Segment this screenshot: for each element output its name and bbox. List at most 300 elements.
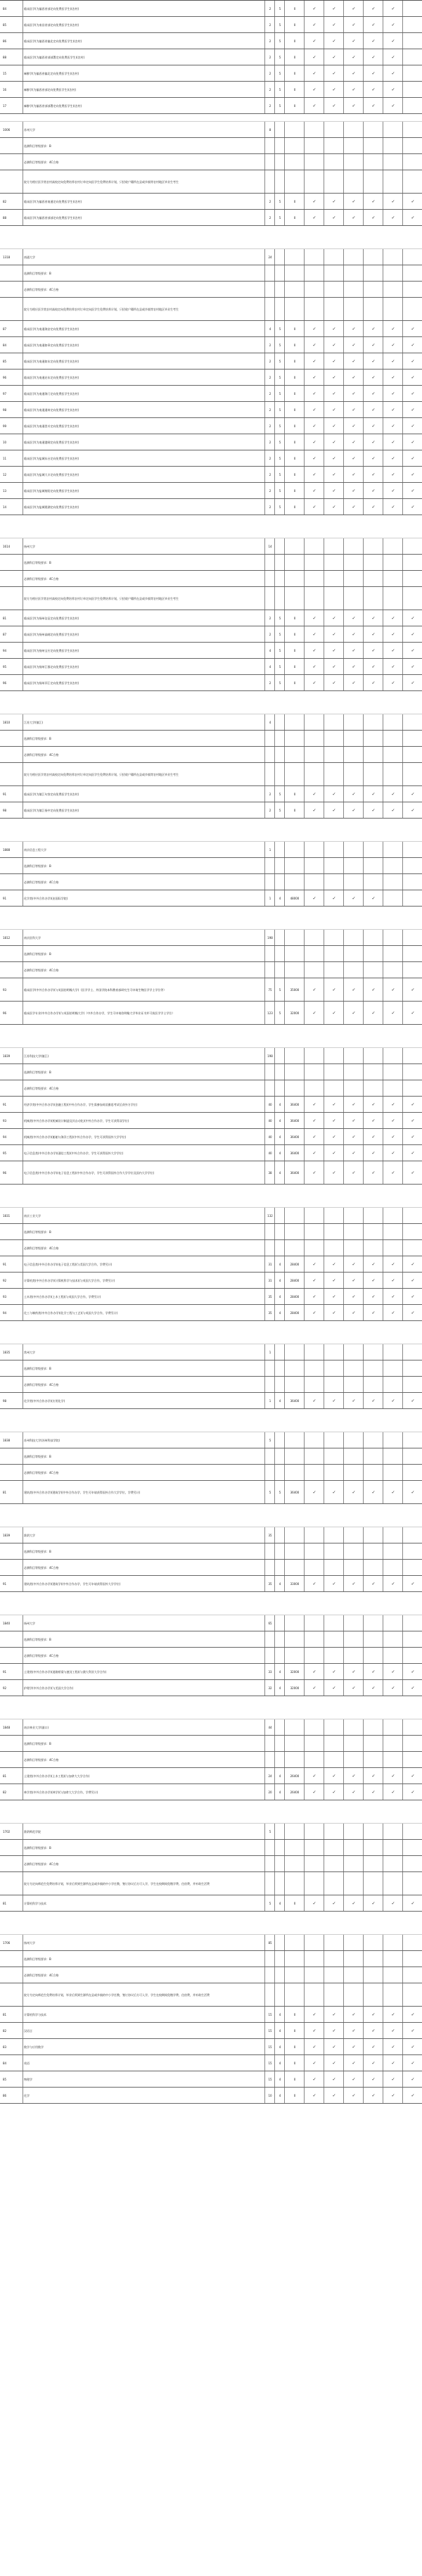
plan-count-cell <box>266 402 274 417</box>
subject-check-cell <box>325 675 343 690</box>
plan-count-cell-text: 8 <box>269 127 271 132</box>
check-icon: ✓ <box>312 1134 316 1139</box>
column-divider <box>284 1872 285 1895</box>
table-row <box>0 450 422 467</box>
subject-check-cell <box>305 890 324 906</box>
subject-check-cell <box>325 1048 343 1063</box>
check-icon: ✓ <box>312 895 316 901</box>
column-divider <box>343 1289 344 1304</box>
table-row <box>0 1576 422 1592</box>
column-divider <box>343 1895 344 1911</box>
subject-check-cell <box>305 1615 324 1631</box>
subject-check-cell <box>384 434 402 450</box>
subject-check-cell <box>325 1 343 16</box>
column-divider <box>402 2055 403 2071</box>
name-cell-text: 林学类(中外合作办学)(林学)(与加拿大大学合作，学费另计) <box>24 1790 98 1794</box>
column-divider <box>402 1872 403 1895</box>
code-cell <box>0 1273 23 1288</box>
subject-check-cell <box>404 675 422 690</box>
subject-check-cell <box>305 571 324 586</box>
subject-check-cell <box>364 321 383 336</box>
column-divider <box>343 370 344 385</box>
check-icon: ✓ <box>352 87 356 92</box>
column-divider <box>304 1856 305 1871</box>
plan-count-cell <box>266 659 274 674</box>
check-icon: ✓ <box>312 1277 316 1283</box>
years-cell <box>276 1935 284 1950</box>
check-icon: ✓ <box>332 1398 336 1403</box>
column-divider <box>304 643 305 658</box>
subject-check-cell <box>404 626 422 642</box>
column-divider <box>274 1543 275 1559</box>
column-divider <box>343 1648 344 1663</box>
column-divider <box>284 587 285 610</box>
name-cell <box>24 298 266 320</box>
name-cell <box>24 962 266 978</box>
name-cell-text: 麻醉学(为偏西省部定向免费医学生)(农村) <box>24 87 77 91</box>
name-cell <box>24 1784 266 1800</box>
name-cell-text: 电子信息类(中外合作办学)(电子信息工程)(中外合作办学，学生可获得国外合作大学学位及国内大学学位) <box>24 1170 155 1175</box>
column-divider <box>363 1576 364 1591</box>
years-cell <box>276 337 284 353</box>
check-icon: ✓ <box>371 326 376 332</box>
years-cell-text: 5 <box>279 103 281 108</box>
subject-check-cell <box>345 2055 363 2071</box>
check-icon: ✓ <box>371 6 376 11</box>
subject-check-cell <box>345 858 363 873</box>
column-divider <box>363 1129 364 1144</box>
column-divider <box>304 1680 305 1696</box>
check-icon: ✓ <box>312 472 316 477</box>
name-cell <box>24 1224 266 1239</box>
column-divider <box>343 1080 344 1096</box>
column-divider <box>363 1631 364 1647</box>
column-divider <box>363 1951 364 1966</box>
column-divider <box>284 1664 285 1679</box>
name-cell <box>24 434 266 450</box>
tuition-cell <box>286 1543 304 1559</box>
name-cell <box>24 2071 266 2087</box>
check-icon: ✓ <box>371 70 376 76</box>
subject-check-cell <box>364 675 383 690</box>
name-cell <box>24 483 266 498</box>
check-icon: ✓ <box>391 455 395 461</box>
subject-check-cell <box>384 1002 402 1024</box>
code-cell <box>0 170 23 193</box>
check-icon: ✓ <box>352 2028 356 2033</box>
column-divider <box>274 675 275 690</box>
subject-check-cell <box>345 1305 363 1320</box>
plan-count-cell-text: 1 <box>269 1350 271 1354</box>
plan-count-cell-text: 15 <box>268 2061 272 2065</box>
column-divider <box>363 890 364 906</box>
subject-check-cell <box>384 1856 402 1871</box>
column-divider <box>304 370 305 385</box>
name-cell-text: 必测科目等级要求：4C合格 <box>24 1246 59 1250</box>
name-cell-text: 化学类(中外合作办学)(由国际学院) <box>24 896 68 900</box>
check-icon: ✓ <box>391 1685 395 1691</box>
subject-check-cell <box>404 1840 422 1855</box>
subject-check-cell <box>404 946 422 961</box>
years-cell <box>276 1 284 16</box>
check-icon: ✓ <box>371 1789 376 1795</box>
column-divider <box>274 210 275 225</box>
subject-check-cell <box>364 858 383 873</box>
name-cell-text: 院方为相应医学类农村高校定向免费培养农村订单定向医学生免费培养计划，只招收户籍所在县或乡镇等农村地区毕业生考生 <box>24 179 179 184</box>
column-divider <box>363 2088 364 2103</box>
column-divider <box>363 1 364 16</box>
name-cell <box>24 731 266 746</box>
name-cell-text: 土木类(中外合作办学)(土木工程)(与英国大学合作，学费另计) <box>24 1294 101 1299</box>
name-cell <box>24 1360 266 1376</box>
subject-check-cell <box>404 499 422 514</box>
subject-check-cell <box>364 499 383 514</box>
subject-check-cell <box>364 450 383 466</box>
subject-check-cell <box>325 98 343 113</box>
table-row <box>0 1872 422 1895</box>
code-cell-text: 1614 <box>3 544 11 548</box>
subject-check-cell <box>364 1768 383 1783</box>
years-cell <box>276 1840 284 1855</box>
column-divider <box>363 194 364 209</box>
years-cell <box>276 2007 284 2022</box>
check-icon: ✓ <box>352 1277 356 1283</box>
years-cell <box>276 1048 284 1063</box>
column-divider <box>284 434 285 450</box>
column-divider <box>284 1240 285 1256</box>
tuition-cell <box>286 1719 304 1735</box>
column-divider <box>304 786 305 802</box>
subject-check-cell <box>404 298 422 320</box>
check-icon: ✓ <box>411 407 415 412</box>
name-cell <box>24 122 266 137</box>
years-cell <box>276 467 284 482</box>
subject-check-cell <box>384 858 402 873</box>
column-divider <box>274 2055 275 2071</box>
column-divider <box>284 483 285 498</box>
code-cell-text: 84 <box>3 2061 7 2065</box>
check-icon: ✓ <box>332 374 336 380</box>
column-divider <box>363 946 364 961</box>
column-divider <box>343 858 344 873</box>
years-cell <box>276 1481 284 1503</box>
subject-check-cell <box>345 1448 363 1464</box>
table-row <box>0 1360 422 1377</box>
column-divider <box>343 1856 344 1871</box>
column-divider <box>363 1064 364 1080</box>
column-divider <box>284 946 285 961</box>
table-row <box>0 643 422 659</box>
column-divider <box>284 1305 285 1320</box>
subject-check-cell <box>384 194 402 209</box>
column-divider <box>304 1064 305 1080</box>
subject-check-cell <box>305 2088 324 2103</box>
tuition-cell-text: 0 <box>293 664 296 669</box>
name-cell-text: 护理学(中外合作办学)(与美国大学合作) <box>24 1686 74 1690</box>
subject-check-cell <box>325 402 343 417</box>
column-divider <box>284 2007 285 2022</box>
tuition-cell-text: 36400 <box>290 1135 300 1139</box>
name-cell-text: 计算机类(中外合作办学)(计算机科学与技术)(与英国大学合作，学费另计) <box>24 1278 115 1282</box>
column-divider <box>274 49 275 65</box>
check-icon: ✓ <box>391 1489 395 1495</box>
code-cell <box>0 402 23 417</box>
subject-check-cell <box>364 483 383 498</box>
subject-check-cell <box>345 1064 363 1080</box>
column-divider <box>363 2071 364 2087</box>
subject-check-cell <box>384 587 402 610</box>
subject-check-cell <box>404 402 422 417</box>
column-divider <box>363 2023 364 2038</box>
column-divider <box>284 1560 285 1575</box>
table-row <box>0 1240 422 1256</box>
subject-check-cell <box>345 154 363 170</box>
subject-check-cell <box>364 1719 383 1735</box>
column-divider <box>284 1224 285 1239</box>
table-row <box>0 1840 422 1856</box>
code-cell-text: 96 <box>3 1170 7 1175</box>
check-icon: ✓ <box>332 615 336 621</box>
tuition-cell-text: 36400 <box>290 1170 300 1175</box>
plan-count-cell-text: 2 <box>269 632 271 636</box>
subject-check-cell <box>305 1872 324 1895</box>
subject-check-cell <box>364 1527 383 1543</box>
check-icon: ✓ <box>332 407 336 412</box>
subject-check-cell <box>404 1752 422 1767</box>
column-divider <box>402 1393 403 1408</box>
check-icon: ✓ <box>312 615 316 621</box>
code-cell-text: 96 <box>3 375 7 379</box>
check-icon: ✓ <box>352 504 356 510</box>
table-row <box>0 555 422 571</box>
name-cell <box>24 2039 266 2054</box>
subject-check-cell <box>305 1752 324 1767</box>
years-cell <box>276 1393 284 1408</box>
column-divider <box>402 763 403 785</box>
plan-count-cell <box>266 1273 274 1288</box>
code-cell <box>0 1736 23 1751</box>
subject-check-cell <box>305 1951 324 1966</box>
subject-check-cell <box>364 714 383 730</box>
subject-check-cell <box>364 626 383 642</box>
column-divider <box>304 610 305 626</box>
column-divider <box>343 538 344 554</box>
name-cell <box>24 675 266 690</box>
column-divider <box>284 858 285 873</box>
subject-check-cell <box>404 467 422 482</box>
column-divider <box>274 587 275 610</box>
code-cell <box>0 1224 23 1239</box>
subject-check-cell <box>345 626 363 642</box>
column-divider <box>274 1360 275 1376</box>
name-cell-text: 院方为相应医学类农村高校定向免费培养农村订单定向医学生免费培养计划，只招收户籍所在县或乡镇等农村地区毕业生考生 <box>24 772 179 776</box>
table-row <box>0 49 422 65</box>
plan-count-cell-text: 5 <box>269 1901 271 1905</box>
tuition-cell <box>286 786 304 802</box>
school-header-row <box>0 714 422 731</box>
column-divider <box>284 282 285 297</box>
tuition-cell <box>286 659 304 674</box>
years-cell <box>276 33 284 49</box>
years-cell <box>276 763 284 785</box>
subject-check-cell <box>364 2039 383 2054</box>
check-icon: ✓ <box>371 391 376 396</box>
subject-check-cell <box>404 1951 422 1966</box>
subject-check-cell <box>305 538 324 554</box>
subject-check-cell <box>345 1289 363 1304</box>
subject-check-cell <box>345 930 363 945</box>
code-cell <box>0 675 23 690</box>
table-row <box>0 1752 422 1768</box>
years-cell-text: 5 <box>279 408 281 412</box>
column-divider <box>304 1145 305 1161</box>
years-cell <box>276 1113 284 1128</box>
name-cell-text: 必测科目等级要求：4C合格 <box>24 880 59 884</box>
name-cell <box>24 1145 266 1161</box>
column-divider <box>284 98 285 113</box>
column-divider <box>402 370 403 385</box>
name-cell-text: 临床医学(为南昌省部定向免费医学生)(农村) <box>24 23 79 27</box>
subject-check-cell <box>364 610 383 626</box>
years-cell <box>276 321 284 336</box>
code-cell <box>0 1631 23 1647</box>
column-divider <box>304 2023 305 2038</box>
subject-check-cell <box>364 1736 383 1751</box>
name-cell-text: 机械类(中外合作办学)(机械设计制造及其自动化)(中外合作办学，学生可获得双学位) <box>24 1118 129 1123</box>
subject-check-cell <box>305 194 324 209</box>
name-cell-text: 淮阴师范学院 <box>24 1829 41 1833</box>
subject-check-cell <box>305 587 324 610</box>
column-divider <box>402 1527 403 1543</box>
subject-check-cell <box>384 122 402 137</box>
column-divider <box>274 555 275 570</box>
column-divider <box>284 298 285 320</box>
school-header-row <box>0 1344 422 1360</box>
years-cell <box>276 1648 284 1663</box>
subject-check-cell <box>404 2007 422 2022</box>
plan-count-cell <box>266 1872 274 1895</box>
subject-check-cell <box>384 1664 402 1679</box>
column-divider <box>284 763 285 785</box>
table-row <box>0 467 422 483</box>
name-cell <box>24 353 266 369</box>
column-divider <box>274 1615 275 1631</box>
plan-count-cell-text: 5 <box>269 1829 271 1833</box>
code-cell <box>0 731 23 746</box>
name-cell <box>24 1432 266 1448</box>
column-divider <box>284 138 285 153</box>
check-icon: ✓ <box>391 342 395 348</box>
subject-check-cell <box>345 210 363 225</box>
subject-check-cell <box>345 1768 363 1783</box>
tuition-cell <box>286 1872 304 1895</box>
code-cell <box>0 763 23 785</box>
name-cell-text: 物理学 <box>24 2077 32 2081</box>
column-divider <box>343 1576 344 1591</box>
table-row <box>0 65 422 82</box>
name-cell-text: 南京信息工程大学 <box>24 847 46 852</box>
subject-check-cell <box>325 194 343 209</box>
name-cell <box>24 1377 266 1392</box>
subject-check-cell <box>404 1465 422 1480</box>
subject-check-cell <box>384 1377 402 1392</box>
subject-check-cell <box>384 1289 402 1304</box>
years-cell <box>276 747 284 762</box>
plan-count-cell <box>266 1224 274 1239</box>
subject-check-cell <box>325 2007 343 2022</box>
school-header-row <box>0 1935 422 1951</box>
years-cell <box>276 1719 284 1735</box>
check-icon: ✓ <box>312 1773 316 1779</box>
subject-check-cell <box>325 1064 343 1080</box>
subject-check-cell <box>345 170 363 193</box>
column-divider <box>284 2071 285 2087</box>
column-divider <box>284 2088 285 2103</box>
column-divider <box>284 1527 285 1543</box>
column-divider <box>402 1680 403 1696</box>
tuition-cell-text: 0 <box>293 343 296 347</box>
check-icon: ✓ <box>312 22 316 27</box>
subject-check-cell <box>404 1208 422 1223</box>
subject-check-cell <box>305 434 324 450</box>
check-icon: ✓ <box>371 1277 376 1283</box>
check-icon: ✓ <box>391 215 395 220</box>
subject-check-cell <box>404 450 422 466</box>
code-cell <box>0 2088 23 2103</box>
name-cell <box>24 571 266 586</box>
years-cell-text: 4 <box>279 896 281 900</box>
tuition-cell-text: 0 <box>293 616 296 620</box>
name-cell-text: 江苏大学(镇江) <box>24 720 44 724</box>
column-divider <box>363 874 364 890</box>
code-cell-text: 94 <box>3 1311 7 1315</box>
column-divider <box>284 1824 285 1839</box>
check-icon: ✓ <box>332 1669 336 1674</box>
column-divider <box>284 1951 285 1966</box>
subject-check-cell <box>364 1615 383 1631</box>
plan-count-cell <box>266 1576 274 1591</box>
years-cell-text: 5 <box>279 648 281 652</box>
subject-check-cell <box>325 483 343 498</box>
table-row <box>0 1895 422 1912</box>
table-row <box>0 2007 422 2023</box>
column-divider <box>363 49 364 65</box>
name-cell <box>24 82 266 97</box>
subject-check-cell <box>345 874 363 890</box>
spacer-row <box>0 1185 422 1208</box>
column-divider <box>304 386 305 401</box>
subject-check-cell <box>345 1002 363 1024</box>
tuition-cell <box>286 555 304 570</box>
subject-check-cell <box>364 962 383 978</box>
name-cell-text: 选测科目等级要求：B <box>24 952 51 956</box>
column-divider <box>274 1240 275 1256</box>
subject-check-cell <box>384 1097 402 1112</box>
name-cell-text: 土建类(中外合作办学)(道路桥梁与渡河工程)(与澳大利亚大学合作) <box>24 1669 107 1674</box>
code-cell <box>0 538 23 554</box>
column-divider <box>284 418 285 434</box>
name-cell-text: 院方为相应医学类农村高校定向免费培养农村订单定向医学生免费培养计划，只招收户籍所在县或乡镇等农村地区毕业生考生 <box>24 307 179 311</box>
column-divider <box>304 1527 305 1543</box>
subject-check-cell <box>305 265 324 281</box>
column-divider <box>402 1935 403 1950</box>
code-cell <box>0 1648 23 1663</box>
spacer-row <box>0 1912 422 1935</box>
code-cell <box>0 1097 23 1112</box>
name-cell <box>24 17 266 32</box>
name-cell-text: 化工与制药类(中外合作办学)(化学工程与工艺)(与英国大学合作，学费另计) <box>24 1311 118 1315</box>
subject-check-cell <box>384 1048 402 1063</box>
